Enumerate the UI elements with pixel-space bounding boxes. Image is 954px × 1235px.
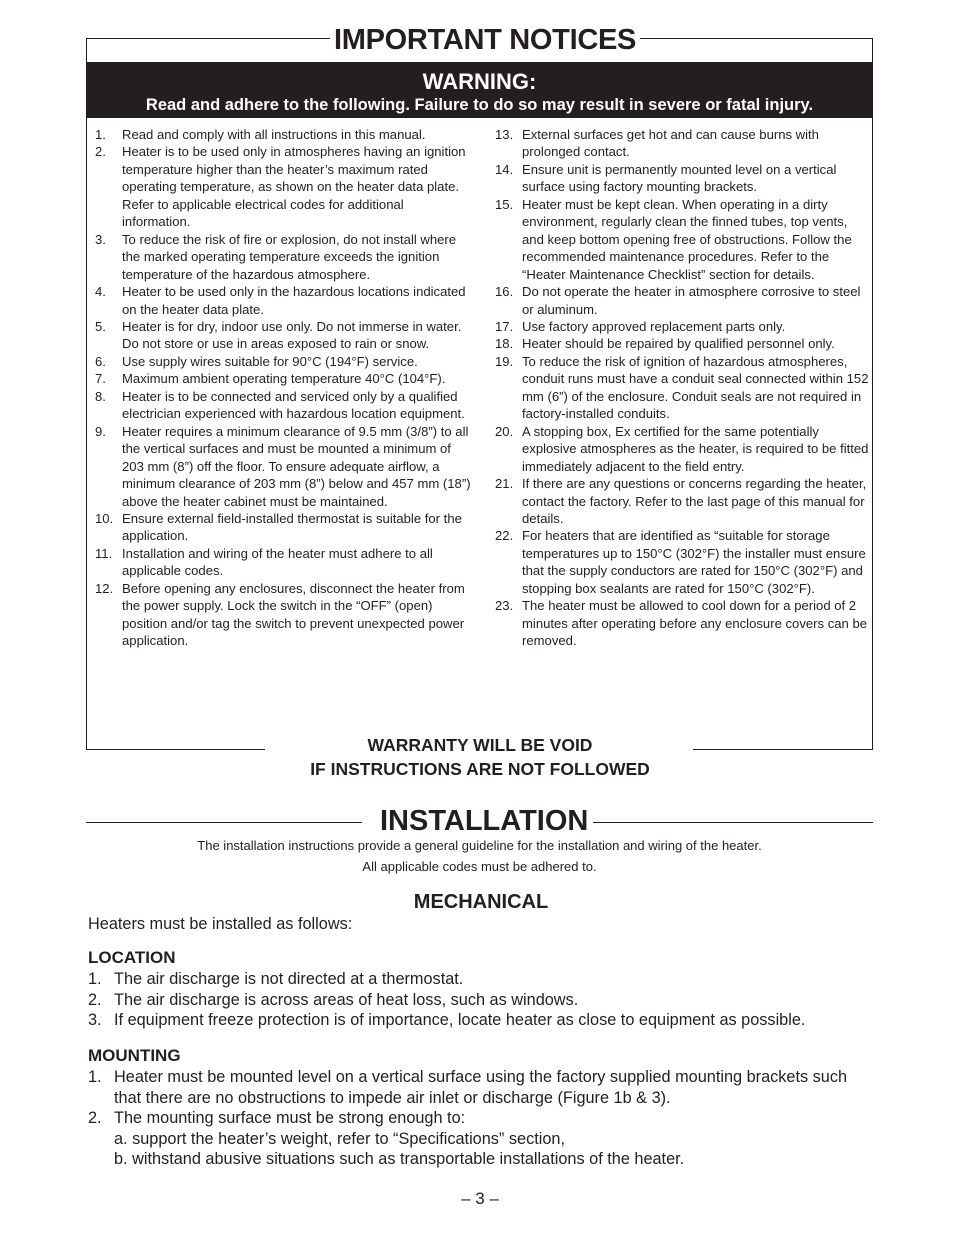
notice-item <box>495 335 870 352</box>
mounting-item-number: 1. <box>88 1068 102 1086</box>
notice-item-number: 7. <box>95 371 106 387</box>
notices-right-column <box>495 126 870 650</box>
notice-item-text: If there are any questions or concerns regarding the heater, contact the factory. Refer to the last page of this manual for details. <box>522 476 867 526</box>
notices-left-list <box>95 126 473 650</box>
warning-title: WARNING: <box>422 69 537 94</box>
notice-item-number: 19. <box>495 353 514 369</box>
installation-rule-right <box>593 822 873 823</box>
notice-item <box>95 143 473 230</box>
notice-item <box>95 283 473 318</box>
notice-item-number: 13. <box>495 127 514 142</box>
notice-item-number: 9. <box>95 423 106 439</box>
notice-item <box>95 388 473 423</box>
notice-item <box>95 370 473 387</box>
mounting-title: MOUNTING <box>88 1046 181 1065</box>
notice-item <box>495 283 870 318</box>
notice-item-number: 4. <box>95 284 106 300</box>
notice-item-number: 8. <box>95 388 106 404</box>
notice-item-text: The heater must be allowed to cool down for a period of 2 minutes after operating before any enclosure covers can be removed. <box>522 598 868 649</box>
notice-item-text: Heater is to be used only in atmospheres having an ignition temperature higher than the heater’s maximum rated operating temperature, as shown on the heater data plate. Refer to applicable electrical codes for additional information. <box>122 144 466 230</box>
mounting-list <box>88 1067 878 1170</box>
notice-item-number: 11. <box>95 545 113 561</box>
notices-right-list <box>495 126 870 650</box>
location-list <box>88 969 878 1031</box>
notice-item-text: Maximum ambient operating temperature 40°C (104°F). <box>122 371 446 387</box>
notice-item <box>95 423 473 510</box>
notice-item-number: 2. <box>95 144 106 160</box>
notice-item-text: Heater is for dry, indoor use only. Do not immerse in water. Do not store or use in areas exposed to rain or snow. <box>122 318 462 352</box>
notice-item-number: 23. <box>495 598 514 614</box>
notice-item <box>95 126 473 143</box>
notice-item-number: 12. <box>95 580 114 596</box>
notice-item-text: A stopping box, Ex certified for the same potentially explosive atmospheres as the heater, is required to be fitted immediately adjacent to the field entry. <box>522 423 869 474</box>
notice-item <box>495 527 870 597</box>
mechanical-title: MECHANICAL <box>413 891 549 913</box>
warning-banner <box>86 62 873 118</box>
mounting-item-number: 2. <box>88 1109 102 1128</box>
notice-item-number: 3. <box>95 231 106 247</box>
mounting-item <box>88 1108 878 1129</box>
location-item-number: 1. <box>88 970 102 988</box>
installation-intro <box>86 835 873 877</box>
notice-item-text: External surfaces get hot and can cause burns with prolonged contact. <box>522 127 819 160</box>
notice-item <box>95 353 473 370</box>
location-item <box>88 1010 878 1031</box>
page-number: – 3 – <box>461 1189 499 1208</box>
notice-item-text: Heater must be kept clean. When operating in a dirty environment, regularly clean the finned tubes, top vents, and keep bottom opening free of obstructions. Follow the recommended maintenance procedures. Refer to the “Heater Maintenance Checklist” section for details. <box>522 196 852 282</box>
notice-item-number: 20. <box>495 423 514 439</box>
notice-item-number: 10. <box>95 510 114 526</box>
notice-item-number: 22. <box>495 528 514 544</box>
mounting-item <box>88 1067 878 1108</box>
notice-item-text: Read and comply with all instructions in this manual. <box>122 127 426 142</box>
warranty-line-1: WARRANTY WILL BE VOID <box>367 735 593 755</box>
mounting-item-text: Heater must be mounted level on a vertical surface using the factory supplied mounting brackets such that there are no obstructions to impede air inlet or discharge (Figure 1b & 3). <box>114 1068 848 1107</box>
installation-title: INSTALLATION <box>380 805 589 837</box>
location-item <box>88 969 878 990</box>
notice-item <box>495 126 870 161</box>
notice-item <box>95 580 473 650</box>
location-item-text: The air discharge is across areas of heat loss, such as windows. <box>114 990 579 1009</box>
notice-item <box>495 597 870 649</box>
notice-item-text: Heater requires a minimum clearance of 9.5 mm (3/8”) to all the vertical surfaces and must be mounted a minimum of 203 mm (8”) off the floor. To ensure adequate airflow, a minimum clearance of 203 mm (8”) below and 457 mm (18”) above the heater cabinet must be maintained. <box>122 423 471 509</box>
mounting-item-text: The mounting surface must be strong enough to: <box>114 1109 466 1128</box>
notice-item-text: To reduce the risk of ignition of hazardous atmospheres, conduit runs must have a conduit seal connected within 152 mm (6”) of the enclosure. Conduit seals are not required in factory-installed conduits. <box>522 353 869 422</box>
notice-item-text: Heater should be repaired by qualified personnel only. <box>522 336 835 352</box>
notice-item-text: For heaters that are identified as “suitable for storage temperatures up to 150°C (302°F) the installer must ensure that the supply conductors are rated for 150°C (302°F) and stopping box sealants are rated for 150°C (302°F). <box>522 528 866 596</box>
notice-item-text: Heater to be used only in the hazardous locations indicated on the heater data plate. <box>122 284 466 317</box>
notice-item <box>95 318 473 353</box>
notice-item-number: 21. <box>495 476 514 492</box>
notice-item-number: 15. <box>495 196 514 212</box>
notice-item <box>95 231 473 283</box>
notice-item-number: 16. <box>495 284 514 300</box>
notice-item <box>495 475 870 527</box>
location-title: LOCATION <box>88 948 176 967</box>
location-item-text: The air discharge is not directed at a thermostat. <box>114 970 464 988</box>
location-item-text: If equipment freeze protection is of importance, locate heater as close to equipment as possible. <box>114 1011 806 1030</box>
mounting-subitem: a. support the heater’s weight, refer to “Specifications” section, <box>114 1129 565 1148</box>
installation-intro-line-1: The installation instructions provide a general guideline for the installation and wiring of the heater. <box>197 838 762 853</box>
notice-item <box>495 196 870 283</box>
notice-item-number: 5. <box>95 318 106 334</box>
mounting-subitem: b. withstand abusive situations such as transportable installations of the heater. <box>114 1150 685 1169</box>
notice-item-number: 17. <box>495 318 514 334</box>
notices-left-column <box>95 126 473 650</box>
warning-subtitle: Read and adhere to the following. Failure to do so may result in severe or fatal injury. <box>145 96 814 114</box>
installation-intro-line-2: All applicable codes must be adhered to. <box>362 859 597 874</box>
location-item-number: 3. <box>88 1011 102 1030</box>
notice-item <box>95 510 473 545</box>
notice-item-number: 1. <box>95 127 106 142</box>
location-item <box>88 990 878 1011</box>
notice-item-number: 14. <box>495 161 514 177</box>
notice-item <box>495 318 870 335</box>
location-item-number: 2. <box>88 990 102 1009</box>
installation-rule-left <box>86 822 362 823</box>
notice-item-text: Use supply wires suitable for 90°C (194°F) service. <box>122 353 418 369</box>
warranty-line-2: IF INSTRUCTIONS ARE NOT FOLLOWED <box>310 759 650 779</box>
mechanical-intro: Heaters must be installed as follows: <box>88 915 353 933</box>
notice-item-text: Use factory approved replacement parts only. <box>522 318 786 334</box>
notice-item-text: Installation and wiring of the heater must adhere to all applicable codes. <box>122 545 433 579</box>
notice-item-text: Ensure external field-installed thermostat is suitable for the application. <box>122 510 462 544</box>
notice-item-text: Do not operate the heater in atmosphere corrosive to steel or aluminum. <box>522 284 861 317</box>
notice-item-text: Before opening any enclosures, disconnect the heater from the power supply. Lock the switch in the “OFF” (open) position and/or tag the switch to prevent unexpected power application. <box>122 580 465 649</box>
notice-item-text: Ensure unit is permanently mounted level on a vertical surface using factory mounting brackets. <box>522 161 837 195</box>
notice-item-number: 18. <box>495 336 514 352</box>
notice-item-number: 6. <box>95 353 106 369</box>
notice-item <box>495 423 870 475</box>
notice-item <box>495 353 870 423</box>
warranty-notice <box>260 733 700 781</box>
notice-item-text: To reduce the risk of fire or explosion, do not install where the marked operating temperature exceeds the ignition temperature of the hazardous atmosphere. <box>122 231 457 282</box>
important-notices-title: IMPORTANT NOTICES <box>330 22 640 58</box>
notice-item <box>495 161 870 196</box>
notice-item <box>95 545 473 580</box>
notice-item-text: Heater is to be connected and serviced only by a qualified electrician experienced with hazardous location equipment. <box>122 388 465 422</box>
